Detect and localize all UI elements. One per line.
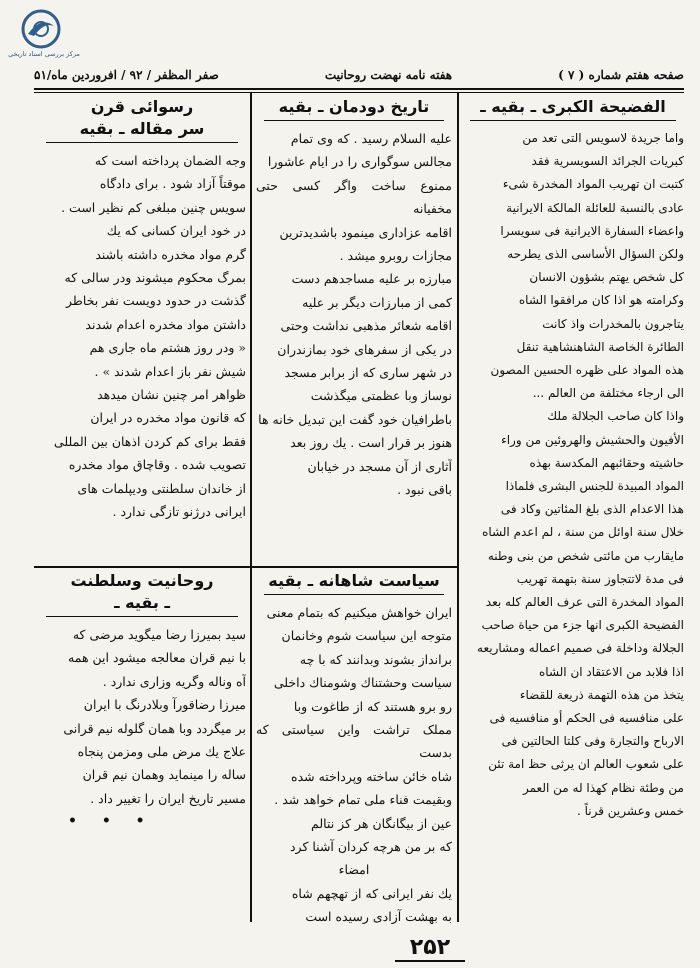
text-line: سویس چنین مبلغی کم نظیر است . xyxy=(61,199,246,215)
text-line: یتاجرون بالمخدرات واذ کانت xyxy=(542,316,684,331)
text-line: فی مدة لاتتجاوز سنة بتهمة تهریب xyxy=(516,571,684,586)
text-line: مبارزه بر علیه مساجدهم دست xyxy=(291,271,452,287)
text-line: شیش نفر باز اعدام شدند » . xyxy=(94,363,246,379)
text-line: واذا کان صاحب الجلالة ملك xyxy=(547,409,684,424)
text-line: شاه خائن ساخته وپرداخته شده xyxy=(291,768,452,784)
text-line: علاج یك مرض ملی ومزمن پنجاه xyxy=(77,744,246,760)
text-line: باقی نبود . xyxy=(397,482,452,498)
text-line: مملک تراشت واین سیاستی که بدست xyxy=(256,722,452,761)
text-line: المواد المخدرة التی عرف العالم کله بعد xyxy=(485,595,684,610)
signature-label: امضاء xyxy=(338,862,370,878)
text-line: نوساز وبا عظمتی میگذشت xyxy=(310,388,452,404)
text-line: الارباح والتجارة وفی کلتا الحالتین فی xyxy=(501,734,684,749)
text-line: ممنوع ساخت واگر کسی حتی مخفیانه xyxy=(256,177,452,217)
text-line: ولکن السؤال الأساسی الذی یطرحه xyxy=(507,247,684,262)
text-line: آه وناله وگریه وزاری ندارد . xyxy=(102,673,246,689)
article-century-scandal xyxy=(38,96,246,564)
text-line: وکرامته هو اذا کان مرافقوا الشاه xyxy=(518,293,684,308)
page-header xyxy=(34,64,684,86)
column-divider-right xyxy=(457,92,459,922)
article-scandal-arabic xyxy=(462,96,684,931)
text-line: باطرافیان خود گفت این تبدیل خانه ها xyxy=(258,411,452,427)
section-divider-left xyxy=(34,566,250,568)
article-title: سیاست شاهانه ـ بقیه xyxy=(268,571,440,590)
text-line: ساله را مینماید وهمان نیم قران xyxy=(82,767,246,783)
text-line: بر میگردد وبا همان گلوله نیم قرانی xyxy=(63,720,246,736)
text-line: وبقیمت فناء ملی تمام خواهد شد . xyxy=(274,792,452,808)
text-line: کتبت ان تهریب المواد المخدرة شیء xyxy=(502,177,684,192)
text-line: هذه المواد علی ظهره الحسین المصون xyxy=(490,363,684,378)
article-title: تاریخ دودمان ـ بقیه xyxy=(278,97,430,116)
text-line: الفضیحة الکبری انها جزء من حیاة صاحب xyxy=(481,618,684,633)
text-line: کبریات الجرائد السویسریة فقد xyxy=(531,154,684,169)
text-line: سیاست وحشتناك وشومناك داخلی xyxy=(273,675,452,691)
text-line: فقط برای کم کردن اذهان بین المللی xyxy=(53,433,246,449)
article-subtitle: ـ بقیه ـ xyxy=(114,593,170,612)
archive-logo xyxy=(8,8,80,68)
text-line: با نیم قران معالجه میشود این همه xyxy=(68,650,246,666)
column-divider-left xyxy=(250,92,252,922)
text-line: رو برو هستند که از طاغوت وبا xyxy=(293,698,452,714)
title-underline xyxy=(264,594,444,595)
text-line: موقتاً آزاد شود . برای دادگاه xyxy=(99,176,246,192)
text-line: یتخذ من هذه التهمة ذریعة للقضاء xyxy=(519,687,684,702)
text-line: وجه الضمان پرداخته است که xyxy=(94,153,246,168)
text-line: عادی بالنسبة للعائلة المالکة الایرانیة xyxy=(506,200,684,215)
text-line: علی منافسیه فی الحکم أو منافسیه فی xyxy=(489,711,684,726)
text-line: آثاری از آن مسجد در خیابان xyxy=(307,458,452,474)
header-publication: هفته نامه نهضت روحانیت xyxy=(324,68,453,82)
title-underline xyxy=(264,120,444,121)
text-line: به بهشت آزادی رسیده است xyxy=(305,909,452,925)
text-line: از خاندان سلطنتی ودیپلمات های xyxy=(77,480,246,496)
title-underline xyxy=(470,120,676,121)
article-title: الفضیحة الکبری ـ بقیه ـ xyxy=(480,97,666,116)
archive-logo-icon xyxy=(8,8,74,52)
text-line: کمی از مبارزات دیگر بر علیه xyxy=(302,294,452,310)
text-line: علیه السلام رسید . که وی تمام xyxy=(290,131,452,146)
header-date: صفر المظفر / ۹۲ / افروردین ماه/۵۱ xyxy=(34,68,219,82)
header-rule xyxy=(34,88,684,90)
text-line: مسیر تاریخ ایران را تغییر داد . xyxy=(90,790,246,806)
text-line: عین از بیگانگان هر کز نتالم xyxy=(311,815,452,831)
text-line: خلال سنة اوائل من سنة ، لم اعدم الشاه xyxy=(482,525,684,540)
text-line: خمس وعشرین قرناً . xyxy=(576,803,684,818)
text-line: مجازات روبرو میشد . xyxy=(339,248,452,264)
section-divider-center xyxy=(252,566,457,568)
header-page-issue: صفحه هفتم شماره ( ۷ ) xyxy=(558,68,684,82)
text-line: در یکی از سفرهای خود بمازندران xyxy=(277,341,452,357)
title-underline xyxy=(46,616,238,617)
text-line: در خود ایران کسانی که یك xyxy=(106,223,246,239)
article-clergy-monarchy xyxy=(38,570,246,910)
text-line: بمرگ محکوم میشوند ودر سالی که xyxy=(64,270,246,286)
title-underline xyxy=(46,142,238,143)
article-title: روحانیت وسلطنت xyxy=(70,571,214,590)
text-line: گذشت در حدود دویست نفر بخاطر xyxy=(65,293,246,309)
text-line: کل شخص یهتم بشؤون الانسان xyxy=(529,270,684,285)
text-line: من وطئة نظام کهذا له من العمر xyxy=(523,780,684,795)
text-line: سید بمیرزا رضا میگوید مرضی که xyxy=(72,627,246,642)
article-dynasty-history xyxy=(256,96,452,564)
text-line: ظواهر امر چنین نشان میدهد xyxy=(97,387,246,403)
article-royal-politics xyxy=(256,570,452,925)
text-line: اذا فلابد من الاعتقاد ان الشاه xyxy=(539,664,684,679)
text-line: هنوز بر قرار است . یك روز بعد xyxy=(290,435,452,451)
text-line: مایقارب من مائتی شخص من بنی وطنه xyxy=(487,548,684,563)
text-line: داشتن مواد مخدره اعدام شدند xyxy=(85,316,246,332)
text-line: الی ارجاء مختلفة من العالم ... xyxy=(532,386,684,401)
text-line: برانداز بشوند وبدانند که با چه xyxy=(299,651,452,667)
text-line: المواد المبیدة للجنس البشری فلماذا xyxy=(505,479,684,494)
text-line: الطائرة الخاصة الشاهنشاهیة تنقل xyxy=(516,339,684,354)
text-line: که قانون مواد مخدره در ایران xyxy=(90,410,246,426)
logo-caption: مرکز بررسی اسناد تاریخی xyxy=(8,50,80,58)
article-title: رسوائی قرن xyxy=(90,97,194,116)
text-line: علی شعوب العالم ان یرثی حظ امة تئن xyxy=(488,757,684,772)
article-subtitle: سر مقاله ـ بقیه xyxy=(79,119,205,138)
page-number: ۲۵۲ xyxy=(395,936,465,962)
text-line: حاشیته وحقائبهم المکدسة بهذه xyxy=(529,455,684,470)
text-line: واما جریدة لاسویس التی تعد من xyxy=(522,131,684,145)
text-line: اقامه عزاداری مینمود باشدیدترین xyxy=(279,224,452,240)
text-line: یك نفر ایرانی که از تهچهم شاه xyxy=(291,885,452,901)
text-line: مجالس سوگواری را در ایام عاشورا xyxy=(267,154,452,170)
text-line: الجلالة وداخلة فی صمیم اعماله ومشاریعه xyxy=(477,641,684,656)
text-line: ایران خواهش میکنیم که بتمام معنی xyxy=(266,605,452,620)
text-line: میرزا رضاقورآ وبلادرنگ با ایران xyxy=(83,697,246,713)
text-line: اقامه شعائر مذهبی نداشت وحتی xyxy=(280,318,452,334)
text-line: هذا الاعدام الذی بلغ المئاتین وکاد فی xyxy=(500,502,684,517)
text-line: که بر من هرچه کردان آشنا کرد xyxy=(289,839,452,855)
text-line: ایرانی درژنو تازگی ندارد . xyxy=(112,504,246,520)
text-line: در شهر ساری که از برابر مسجد xyxy=(284,365,452,381)
text-line: تصویب شده . وقاچاق مواد مخدره xyxy=(68,457,246,473)
text-line: واعضاء السفارة الایرانیة فی سویسرا xyxy=(500,223,684,238)
text-line: متوجه این سیاست شوم وخانمان xyxy=(281,628,452,644)
text-line: الأفیون والحشیش والهروئین من وراء xyxy=(501,432,684,447)
end-mark: • • • xyxy=(68,813,155,830)
text-line: گرم مواد مخدره داشته باشند xyxy=(95,246,246,262)
text-line: « ودر روز هشتم ماه جاری هم xyxy=(89,340,246,356)
header-rule-thin xyxy=(34,92,684,93)
